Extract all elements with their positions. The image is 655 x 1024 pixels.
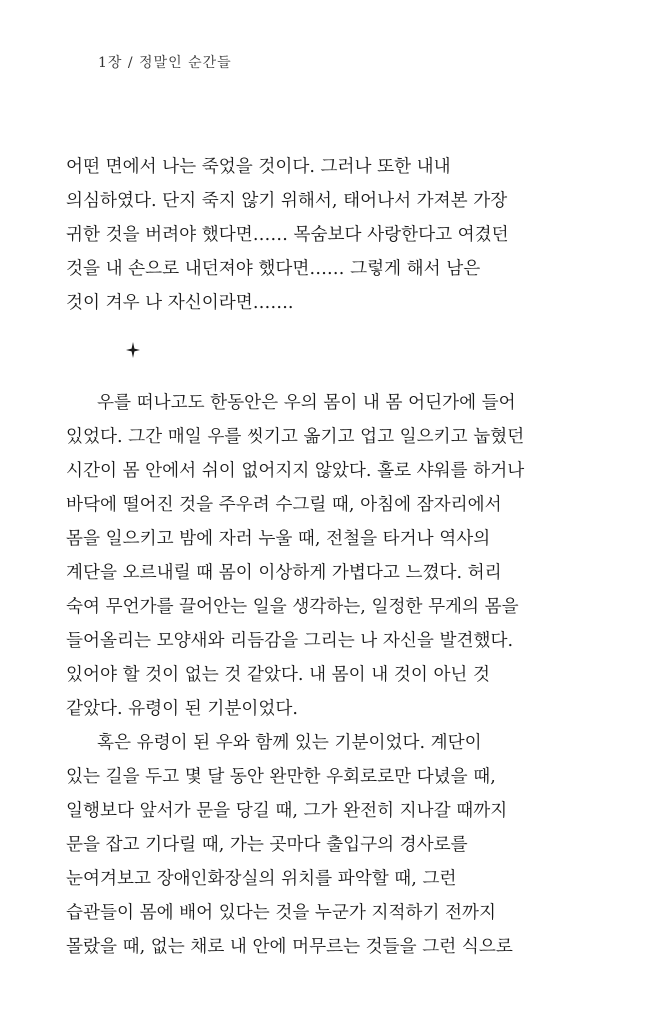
- text-line: 습관들이 몸에 배어 있다는 것을 누군가 지적하기 전까지: [66, 903, 497, 923]
- paragraph-block-2: [66, 386, 536, 964]
- text-line: 눈여겨보고 장애인화장실의 위치를 파악할 때, 그런: [66, 869, 457, 889]
- text-line: 있었다. 그간 매일 우를 씻기고 옮기고 업고 일으키고 눕혔던: [66, 427, 525, 447]
- text-line: 의심하였다. 단지 죽지 않기 위해서, 태어나서 가져본 가장: [66, 191, 508, 211]
- four-point-star-icon: [126, 342, 140, 358]
- text-line: 시간이 몸 안에서 쉬이 없어지지 않았다. 홀로 샤워를 하거나: [66, 461, 525, 481]
- text-line: 일행보다 앞서가 문을 당길 때, 그가 완전히 지나갈 때까지: [66, 801, 508, 821]
- paragraph-block-1: [66, 150, 536, 320]
- text-line: 들어올리는 모양새와 리듬감을 그리는 나 자신을 발견했다.: [66, 631, 514, 651]
- text-line: 있는 길을 두고 몇 달 동안 완만한 우회로로만 다녔을 때,: [66, 767, 496, 787]
- text-line: 바닥에 떨어진 것을 주우려 수그릴 때, 아침에 잠자리에서: [66, 495, 502, 515]
- text-line: 것이 겨우 나 자신이라면…….: [66, 293, 294, 313]
- text-line: 숙여 무언가를 끌어안는 일을 생각하는, 일정한 무게의 몸을: [66, 597, 519, 617]
- text-line: 어떤 면에서 나는 죽었을 것이다. 그러나 또한 내내: [66, 157, 451, 177]
- text-line-indented: 혹은 유령이 된 우와 함께 있는 기분이었다. 계단이: [97, 733, 482, 753]
- running-head: 1장 / 정말인 순간들: [98, 55, 232, 71]
- text-line-indented: 우를 떠나고도 한동안은 우의 몸이 내 몸 어딘가에 들어: [97, 393, 516, 413]
- text-line: 몸을 일으키고 밤에 자러 누울 때, 전철을 타거나 역사의: [66, 529, 491, 549]
- text-line: 계단을 오르내릴 때 몸이 이상하게 가볍다고 느꼈다. 허리: [66, 563, 502, 583]
- text-line: 있어야 할 것이 없는 것 같았다. 내 몸이 내 것이 아닌 것: [66, 665, 491, 685]
- text-line: 몰랐을 때, 없는 채로 내 안에 머무르는 것들을 그런 식으로: [66, 937, 513, 957]
- text-line: 같았다. 유령이 된 기분이었다.: [66, 699, 298, 719]
- text-line: 문을 잡고 기다릴 때, 가는 곳마다 출입구의 경사로를: [66, 835, 468, 855]
- text-line: 것을 내 손으로 내던져야 했다면…… 그렇게 해서 남은: [66, 259, 481, 279]
- text-line: 귀한 것을 버려야 했다면…… 목숨보다 사랑한다고 여겼던: [66, 225, 509, 245]
